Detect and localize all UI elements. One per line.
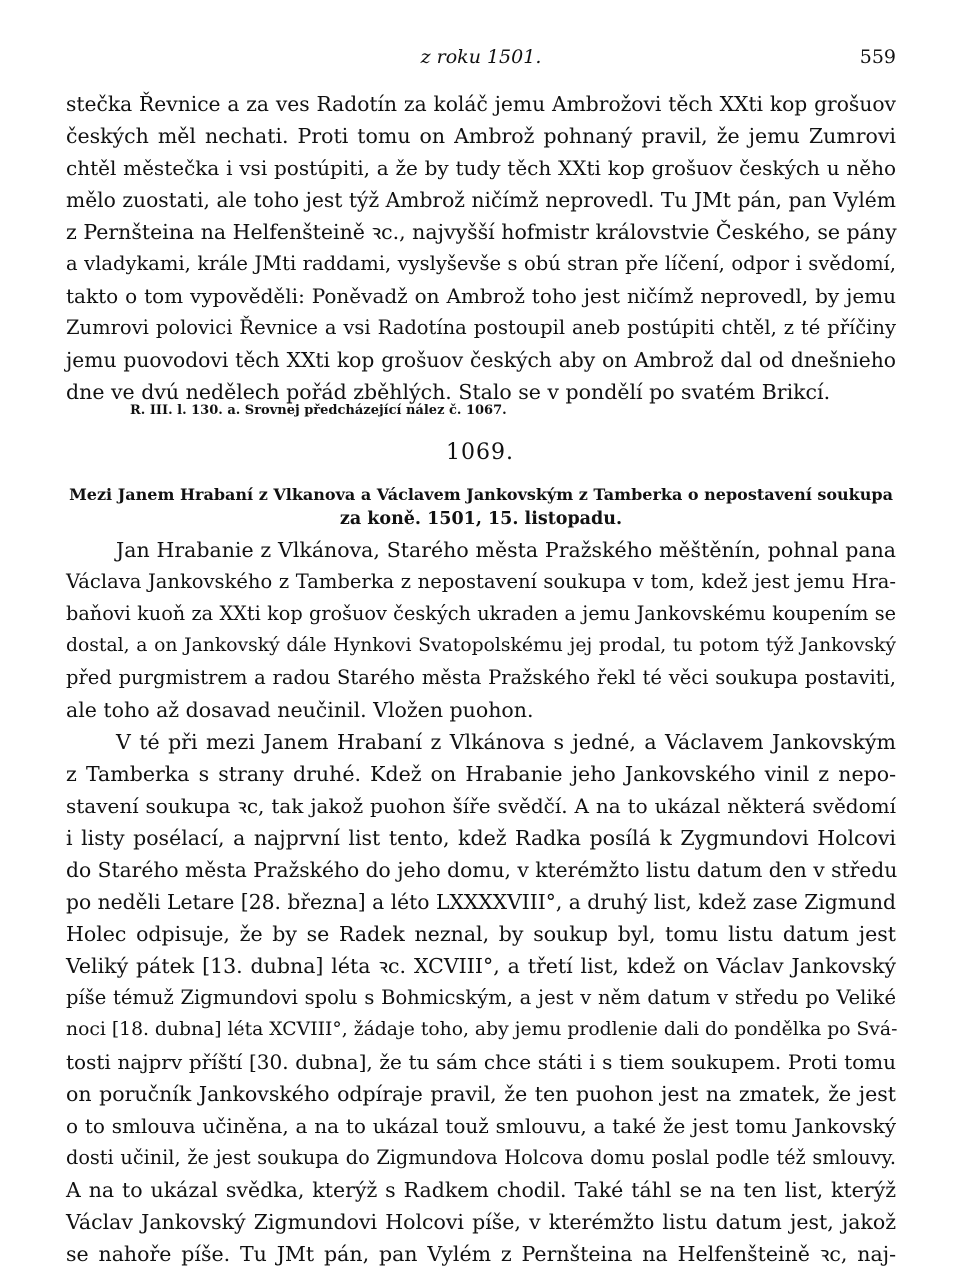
text-line: dne ve dvú nedělech pořád zběhlých. Stalo se v pondělí po svatém Brikcí. [66, 380, 831, 404]
text-line: o to smlouva učiněna, a na to ukázal touž smlouvu, a také že jest tomu Jankovský [66, 1114, 896, 1138]
text-line: dosti učinil, že jest soukupa do Zigmundova Holcova domu poslal podle též smlouvy. [66, 1146, 896, 1169]
text-line: se nahoře píše. Tu JMt pán, pan Vylém z Pernšteina na Helfenšteině ꝛc, naj- [66, 1242, 896, 1266]
text-line: dostal, a on Jankovský dále Hynkovi Svatopolskému jej prodal, tu potom týž Jankovský [66, 635, 896, 656]
text-line: píše témuž Zigmundovi spolu s Bohmicským, a jest v něm datum v středu po Veliké [66, 986, 896, 1009]
text-line: českých měl nechati. Proti tomu on Ambrož pohnaný pravil, že jemu Zumrovi [66, 124, 896, 148]
text-line: takto o tom vypověděli: Poněvadž on Ambrož toho jest ničímž neprovedl, by jemu [66, 284, 896, 308]
text-line: Jan Hrabanie z Vlkánova, Starého města Pražského měštěnín, pohnal pana [116, 538, 896, 562]
page-number: 559 [859, 46, 896, 68]
text-line: a vladykami, krále JMti raddami, vyslyševše s obú stran pře líčení, odpor i svědomí, [66, 252, 896, 275]
running-head [66, 46, 896, 74]
text-line: mělo zuostati, ale toho jest týž Ambrož ničímž neprovedl. Tu JMt pán, pan Vylém [66, 188, 896, 212]
text-line: do Starého města Pražského do jeho domu, v kterémžto listu datum den v středu [66, 858, 898, 882]
text-line: tosti najprv příští [30. dubna], že tu sám chce státi i s tiem soukupem. Proti tomu [66, 1050, 896, 1074]
text-line: Václav Jankovský Zigmundovi Holcovi píše, v kterémžto listu datum jest, jakož [66, 1210, 896, 1234]
text-line: Veliký pátek [13. dubna] léta ꝛc. XCVIII°, a třetí list, kdež on Václav Jankovský [66, 954, 896, 978]
source-note: R. III. l. 130. a. Srovnej předcházející nález č. 1067. [130, 403, 507, 418]
entry-summary-line: za koně. 1501, 15. listopadu. [339, 509, 623, 529]
text-line: z Tamberka s strany druhé. Kdež on Hrabanie jeho Jankovského vinil z nepo- [66, 762, 896, 786]
text-line: stavení soukupa ꝛc, tak jakož puohon šíře svědčí. A na to ukázal některá svědomí [66, 794, 896, 818]
running-title: z roku 1501. [420, 46, 542, 68]
text-line: baňovi kuoň za XXti kop grošuov českých ukraden a jemu Jankovskému koupením se [66, 602, 896, 625]
text-line: jemu puovodovi těch XXti kop grošuov českých aby on Ambrož dal od dnešnieho [66, 348, 896, 372]
text-line: z Pernšteina na Helfenšteině ꝛc., najvyšší hofmistr královstvie Českého, se pány [66, 220, 897, 244]
text-line: A na to ukázal svědka, kterýž s Radkem chodil. Také táhl se na ten list, kterýž [66, 1178, 896, 1202]
text-line: ale toho až dosavad neučinil. Vložen puohon. [66, 698, 534, 722]
text-line: V té při mezi Janem Hrabaní z Vlkánova s jedné, a Václavem Jankovským [116, 730, 896, 754]
text-line: i listy posélací, a najprvní list tento, kdež Radka posílá k Zygmundovi Holcovi [66, 826, 896, 850]
text-line: on poručník Jankovského odpíraje pravil, že ten puohon jest na zmatek, že jest [66, 1082, 896, 1106]
text-line: před purgmistrem a radou Starého města Pražského řekl té věci soukupa postaviti, [66, 666, 896, 689]
text-line: stečka Řevnice a za ves Radotín za koláč jemu Ambrožovi těch XXti kop grošuov [66, 92, 896, 116]
text-line: noci [18. dubna] léta XCVIII°, žádaje toho, aby jemu prodlenie dali do pondělka po Svá- [66, 1019, 898, 1040]
text-line: chtěl městečka i vsi postúpiti, a že by tudy těch XXti kop grošuov českých u něho [66, 156, 896, 180]
text-line: po neděli Letare [28. března] a léto LXXXXVIII°, a druhý list, kdež zase Zigmund [66, 890, 896, 914]
entry-summary-line: Mezi Janem Hrabaní z Vlkanova a Václavem Jankovským z Tamberka o nepostavení soukupa [69, 485, 893, 504]
text-line: Zumrovi polovici Řevnice a vsi Radotína postoupil aneb postúpiti chtěl, z té příčiny [66, 316, 896, 339]
entry-number: 1069. [446, 440, 514, 465]
text-line: Václava Jankovského z Tamberka z nepostavení soukupa v tom, kdež jest jemu Hra- [66, 570, 896, 593]
text-line: Holec odpisuje, že by se Radek neznal, by soukup byl, tomu listu datum jest [66, 922, 896, 946]
